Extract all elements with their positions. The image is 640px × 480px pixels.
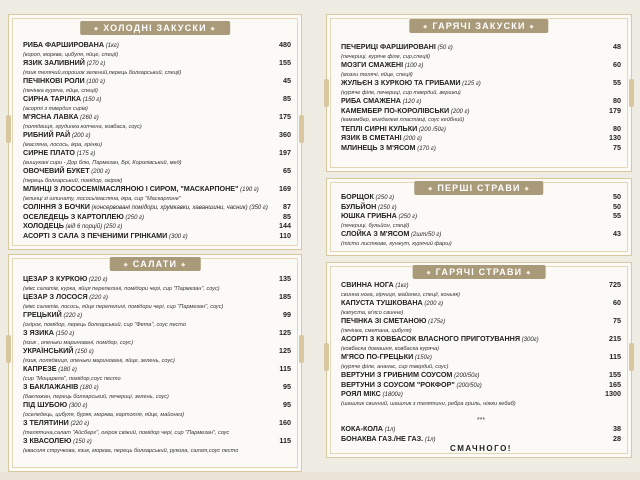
menu-item-name bbox=[23, 311, 291, 321]
menu-item-name bbox=[341, 193, 621, 203]
menu-item-price: 95 bbox=[283, 382, 291, 391]
first-courses-title: ◆ ПЕРШІ СТРАВИ ◆ bbox=[414, 181, 543, 195]
menu-item-description: (ковбаска домашня, ковбаска куряча) bbox=[341, 345, 440, 352]
side-ornament bbox=[299, 115, 304, 143]
side-ornament bbox=[324, 79, 329, 107]
menu-item-title: ЦЕЗАР З ЛОСОСЯ bbox=[23, 292, 88, 301]
menu-item-description: (оселедець, цибуля, буряк, морква, картопля, яйце, майонез) bbox=[23, 411, 185, 418]
menu-item-title: АСОРТІ З КОВБАСОК ВЛАСНОГО ПРИГОТУВАННЯ bbox=[341, 334, 520, 343]
menu-item-weight: (150 г) bbox=[71, 439, 92, 445]
menu-item-description: (короп, морква, цибуля, яйце, спеції) bbox=[23, 51, 119, 58]
menu-item-title: СОЛІННЯ З БОЧКИ bbox=[23, 202, 90, 211]
menu-item-weight: (220 г) bbox=[68, 421, 90, 427]
menu-item-price: 50 bbox=[613, 201, 621, 211]
menu-item-description: (огірок, помідор, перець болгарський, сир "Фета", соус песто bbox=[23, 321, 187, 328]
menu-item-title: М'ЯСНА ЛАВКА bbox=[23, 112, 79, 121]
menu-item-weight: (консервовані помідори, хрумкавки, хаваншини, часник) (350 г) bbox=[89, 205, 268, 211]
separator: *** bbox=[476, 417, 486, 424]
menu-item-title: БУЛЬЙОН bbox=[341, 201, 377, 211]
menu-item-title: М'ЯСО ПО-ГРЕЦЬКИ bbox=[341, 352, 414, 361]
menu-item-title: СИРНА ТАРІЛКА bbox=[23, 94, 82, 103]
menu-item-title: РОЯЛ МІКС bbox=[341, 389, 381, 398]
menu-item bbox=[341, 107, 621, 125]
menu-item-name bbox=[341, 144, 621, 154]
menu-item bbox=[23, 131, 291, 149]
menu-item-price: 110 bbox=[279, 230, 291, 240]
menu-item-name bbox=[23, 293, 291, 303]
menu-item-title: ХОЛОДЕЦЬ bbox=[23, 221, 64, 230]
menu-item bbox=[341, 335, 621, 353]
hot-snacks-panel bbox=[326, 14, 632, 172]
menu-item-title: РИБА СМАЖЕНА bbox=[341, 96, 401, 105]
menu-item-title: З БАКЛАЖАНІВ bbox=[23, 382, 79, 391]
menu-item-weight: (150 г) bbox=[81, 97, 102, 103]
menu-item-price: 60 bbox=[613, 60, 621, 69]
menu-item bbox=[341, 353, 621, 371]
menu-item-weight: (100 г) bbox=[84, 79, 105, 85]
menu-item-name bbox=[23, 419, 291, 429]
side-ornament bbox=[6, 335, 11, 363]
menu-item bbox=[23, 232, 291, 242]
menu-item-weight: (200 г) bbox=[89, 169, 110, 175]
menu-item bbox=[23, 59, 291, 77]
menu-item-weight: (від 6 порцій) (250 г) bbox=[63, 224, 123, 230]
menu-item-weight: (1800г) bbox=[380, 392, 403, 398]
menu-item-name bbox=[23, 329, 291, 339]
menu-item-name bbox=[23, 347, 291, 357]
first-courses-list bbox=[341, 193, 621, 248]
menu-item-title: МОЗГИ СМАЖЕНІ bbox=[341, 60, 404, 69]
menu-item-description: (куряче філе, печериці, сир твердий, вершки) bbox=[341, 89, 461, 96]
menu-item-description: (телятина,салат "Айсберг", огірок свіжий, помідор чері, сир "Пармезан", соус bbox=[23, 429, 230, 436]
menu-item-name bbox=[23, 77, 291, 87]
menu-item-name bbox=[23, 95, 291, 105]
menu-item-name bbox=[23, 185, 291, 195]
menu-item-description: (язик телячий,горошок зелений,перець болгарський, спеції) bbox=[23, 69, 182, 76]
menu-item bbox=[23, 329, 291, 347]
menu-item-description: (квасоля стручкова, язик, морква, перець болгарський, рукола, салат,соус песто bbox=[23, 447, 239, 454]
menu-item-price: 175 bbox=[279, 112, 291, 121]
menu-item-name bbox=[23, 167, 291, 177]
menu-item-weight: (125 г) bbox=[460, 81, 481, 87]
drinks-block bbox=[341, 417, 621, 453]
menu-item-price: 480 bbox=[279, 40, 291, 49]
menu-item-description: (печериці, куряче філе, сир,спеції) bbox=[341, 53, 430, 60]
menu-item-price: 48 bbox=[613, 42, 621, 51]
menu-item-title: З ЯЗИКА bbox=[23, 328, 54, 337]
menu-item-description: (полядвиця, грудинка копчена, ковбаса, соус) bbox=[23, 123, 142, 130]
menu-item-weight: (150 г) bbox=[73, 349, 94, 355]
menu-item-description: (перець болгарський, помідор, огірок) bbox=[23, 177, 123, 184]
menu-item-weight: (220 г) bbox=[61, 313, 83, 319]
menu-item-price: 95 bbox=[283, 400, 291, 409]
menu-item bbox=[23, 41, 291, 59]
menu-item-title: ОСЕЛЕДЕЦЬ З КАРТОПЛЕЮ bbox=[23, 211, 124, 221]
menu-item-name bbox=[341, 79, 621, 89]
menu-item-price: 55 bbox=[613, 211, 621, 220]
cold-snacks-list bbox=[23, 41, 291, 241]
menu-item-weight: (175 г) bbox=[74, 151, 96, 157]
menu-item-weight: (200 г) bbox=[422, 301, 444, 307]
menu-item-title: ГРЕЦЬКИЙ bbox=[23, 310, 62, 319]
salads-panel bbox=[8, 254, 302, 472]
menu-item-price: 135 bbox=[279, 274, 291, 283]
menu-item-price: 1300 bbox=[605, 389, 621, 398]
menu-item-price: 115 bbox=[279, 364, 291, 373]
menu-item-title: ВЕРТУНИ З СОУСОМ "РОКФОР" bbox=[341, 379, 455, 389]
menu-item bbox=[23, 113, 291, 131]
menu-item-title: ПІД ШУБОЮ bbox=[23, 400, 68, 409]
menu-item-description: (мозги телячі, яйце, спеції) bbox=[341, 71, 413, 78]
menu-item-name bbox=[341, 299, 621, 309]
menu-item-title: З ТЕЛЯТИНИ bbox=[23, 418, 69, 427]
menu-item-weight: (150г) bbox=[413, 355, 432, 361]
menu-item-weight: (2шт/50 г) bbox=[409, 232, 442, 238]
menu-item-name bbox=[341, 107, 621, 117]
menu-item-title: З КВАСОЛЕЮ bbox=[23, 436, 72, 445]
menu-item-name bbox=[341, 381, 621, 391]
menu-item-weight: (200/50г) bbox=[454, 382, 482, 389]
bottom-border bbox=[0, 472, 640, 480]
menu-item-description: (куряче філе, ананас, сир твердий, соус) bbox=[341, 363, 449, 370]
menu-item bbox=[341, 43, 621, 61]
menu-item-title: ЮШКА ГРИБНА bbox=[341, 211, 397, 220]
menu-item bbox=[23, 383, 291, 401]
hot-snacks-list bbox=[341, 43, 621, 153]
menu-item-name bbox=[23, 131, 291, 141]
menu-item-description: (язик , опеньки мариновані, помідор, соус) bbox=[23, 339, 134, 346]
menu-item-description: (капуста, м'ясо свинне) bbox=[341, 309, 404, 316]
menu-item-weight: (270 г) bbox=[84, 61, 106, 67]
menu-item-title: КАПРЕЗЕ bbox=[23, 364, 57, 373]
menu-item-name bbox=[23, 437, 291, 447]
menu-item-description: свинна нога, гірчиця, майонез, спеції, коньяк) bbox=[341, 291, 460, 298]
menu-item-weight: (200 г) bbox=[70, 133, 91, 139]
menu-item bbox=[341, 144, 621, 154]
menu-item-name bbox=[341, 435, 621, 445]
menu-item-title: ТЕПЛІ СИРНІ КУЛЬКИ bbox=[341, 123, 418, 133]
menu-item bbox=[341, 61, 621, 79]
menu-item-weight: (50 г) bbox=[435, 45, 453, 51]
menu-item-title: КАПУСТА ТУШКОВАНА bbox=[341, 298, 423, 307]
menu-item bbox=[23, 293, 291, 311]
menu-item-weight: (260 г) bbox=[78, 115, 99, 121]
menu-item-price: 28 bbox=[613, 433, 621, 443]
menu-item-price: 43 bbox=[613, 229, 621, 238]
menu-item bbox=[23, 95, 291, 113]
menu-item-description: (сир "Моцарела", помідор,соус песто bbox=[23, 375, 121, 382]
menu-item-description: (печінка, сметана, цибуля) bbox=[341, 327, 412, 334]
menu-item-weight: (1л) bbox=[423, 436, 436, 443]
menu-item-description: (асорті з твердих сирів) bbox=[23, 105, 88, 112]
menu-item-weight: (200 /50г) bbox=[417, 126, 446, 133]
menu-item-price: 215 bbox=[609, 334, 621, 343]
menu-item-description: (мікс салатів, лосось, яйце перепелині, помідори чері, сир "Пармезан", соус) bbox=[23, 303, 224, 310]
side-ornament bbox=[629, 79, 634, 107]
menu-item-weight: (200 г) bbox=[401, 136, 422, 142]
menu-item-title: БОРЩОК bbox=[341, 192, 374, 201]
menu-item bbox=[341, 381, 621, 391]
menu-item bbox=[341, 193, 621, 203]
menu-item-name bbox=[23, 401, 291, 411]
menu-item-weight: (250 г) bbox=[373, 195, 395, 201]
menu-item-description: (тісто листкове, кунжут, курячий фарш) bbox=[341, 240, 452, 247]
menu-item-name bbox=[23, 365, 291, 375]
menu-item-weight: (250 г) bbox=[376, 204, 397, 211]
menu-item-weight: (200/50г) bbox=[452, 373, 480, 379]
hot-mains-list bbox=[341, 281, 621, 408]
menu-item-price: 125 bbox=[279, 328, 291, 337]
menu-item-weight: (1кг) bbox=[104, 43, 119, 49]
menu-item-price: 45 bbox=[283, 76, 291, 85]
menu-item bbox=[341, 299, 621, 317]
menu-item-price: 165 bbox=[609, 379, 621, 389]
menu-item-name bbox=[341, 281, 621, 291]
menu-item-description: (масляна, лосось, ікра, грінки) bbox=[23, 141, 103, 148]
menu-item-weight: (250 г) bbox=[396, 214, 418, 220]
menu-item bbox=[23, 347, 291, 365]
menu-item-price: 75 bbox=[613, 142, 621, 152]
menu-item-weight: (190 г) bbox=[238, 187, 259, 193]
menu-item-price: 144 bbox=[279, 221, 291, 230]
menu-item bbox=[23, 275, 291, 293]
menu-item-description: (баклажан, перець болгарський, печериці, зелень, соус) bbox=[23, 393, 169, 400]
menu-item-description: (печериці, бульйон, спеції) bbox=[341, 222, 410, 229]
menu-item-weight: (300 г) bbox=[67, 403, 88, 409]
menu-item-title: ОВОЧЕВИЙ БУКЕТ bbox=[23, 166, 90, 175]
salads-title: ◆ САЛАТИ ◆ bbox=[110, 257, 201, 271]
menu-item-weight: (180 г) bbox=[78, 385, 99, 391]
menu-item-description: (млинці зі шпинату, лосось/масляна, ікра, сир "Маскарпоне" bbox=[23, 195, 181, 202]
menu-item-title: СЛОЙКА З М'ЯСОМ bbox=[341, 229, 410, 238]
menu-item-price: 55 bbox=[613, 78, 621, 87]
menu-item-price: 115 bbox=[609, 352, 621, 361]
menu-item-name bbox=[23, 59, 291, 69]
menu-item-description: (шашлик свинний, шашлик з телятини, ребра гриль, ніжки кебаб) bbox=[341, 400, 516, 407]
menu-item-price: 85 bbox=[283, 94, 291, 103]
menu-item-name bbox=[23, 232, 291, 242]
menu-item-weight: (300г) bbox=[520, 337, 539, 343]
side-ornament bbox=[299, 335, 304, 363]
menu-item-title: СВИННА НОГА bbox=[341, 280, 394, 289]
menu-item-title: АСОРТІ З САЛА З ПЕЧЕНИМИ ГРІНКАМИ bbox=[23, 230, 168, 240]
menu-item-price: 80 bbox=[613, 123, 621, 133]
menu-item bbox=[23, 401, 291, 419]
menu-item-weight: (250 г) bbox=[123, 214, 145, 221]
menu-item-price: 38 bbox=[613, 424, 621, 433]
menu-item bbox=[23, 365, 291, 383]
menu-item-description: (камамбер, мигдалеві пластівці, соус кейбний) bbox=[341, 117, 465, 123]
menu-item bbox=[341, 79, 621, 97]
menu-item-price: 50 bbox=[613, 192, 621, 201]
menu-item-title: ПЕЧІНКОВІ РОЛИ bbox=[23, 76, 85, 85]
menu-item-weight: (1кг) bbox=[393, 283, 409, 289]
menu-item-description: (печінка куряча, яйце, спеції) bbox=[23, 87, 98, 94]
menu-item-price: 169 bbox=[279, 184, 291, 193]
first-courses-panel bbox=[326, 178, 632, 256]
menu-item-name bbox=[341, 230, 621, 240]
menu-item-title: ПЕЧЕРИЦІ ФАРШИРОВАНІ bbox=[341, 42, 436, 51]
menu-item bbox=[23, 77, 291, 95]
menu-item-name bbox=[23, 383, 291, 393]
menu-item bbox=[341, 435, 621, 445]
menu-item-description: (мікс салатів, курка, яйця перепелині, помідори чері, сир "Пармезан", соус) bbox=[23, 285, 220, 292]
cold-snacks-title: ◆ ХОЛОДНІ ЗАКУСКИ ◆ bbox=[80, 21, 230, 35]
menu-item-title: КОКА-КОЛА bbox=[341, 424, 383, 433]
menu-item-weight: (150 г) bbox=[53, 331, 75, 337]
hot-snacks-title: ◆ ГАРЯЧІ ЗАКУСКИ ◆ bbox=[409, 19, 548, 33]
menu-item bbox=[341, 390, 621, 408]
menu-item bbox=[341, 212, 621, 230]
menu-item bbox=[23, 419, 291, 437]
menu-item-title: УКРАЇНСЬКИЙ bbox=[23, 346, 74, 355]
menu-item-weight: (200 г) bbox=[449, 108, 470, 115]
menu-item-name bbox=[341, 390, 621, 400]
menu-item bbox=[23, 149, 291, 167]
menu-item-name bbox=[23, 41, 291, 51]
menu-item-price: 130 bbox=[609, 133, 621, 142]
menu-item-price: 60 bbox=[613, 298, 621, 307]
menu-item-price: 360 bbox=[279, 130, 291, 139]
menu-item-weight: (100 г) bbox=[403, 63, 424, 69]
side-ornament bbox=[324, 343, 329, 371]
menu-item-price: 65 bbox=[283, 166, 291, 175]
menu-item-price: 115 bbox=[279, 436, 291, 445]
menu-item-weight: (300 г) bbox=[167, 233, 188, 240]
menu-item-name bbox=[23, 113, 291, 123]
side-ornament bbox=[6, 115, 11, 143]
menu-item-price: 185 bbox=[279, 292, 291, 301]
cold-snacks-panel bbox=[8, 14, 302, 250]
menu-item-price: 160 bbox=[279, 418, 291, 427]
menu-item bbox=[341, 230, 621, 248]
menu-item bbox=[23, 185, 291, 203]
menu-item-price: 155 bbox=[279, 58, 291, 67]
menu-item-name bbox=[341, 43, 621, 53]
menu-item-price: 197 bbox=[279, 148, 291, 157]
menu-item-price: 179 bbox=[609, 105, 621, 115]
menu-item-weight: (220 г) bbox=[87, 277, 108, 283]
drinks-list bbox=[341, 425, 621, 444]
menu-item-name bbox=[23, 149, 291, 159]
menu-item-title: МЛИНЕЦЬ З М'ЯСОМ bbox=[341, 142, 416, 152]
menu-item-title: ПЕЧІНКА ЗІ СМЕТАНОЮ bbox=[341, 316, 427, 325]
menu-item-price: 75 bbox=[613, 316, 621, 325]
menu-item-title: БОНАКВА ГАЗ./НЕ ГАЗ. bbox=[341, 433, 424, 443]
menu-item-description: (вишукані сири - Дор блю, Пармезан, Брі, Королівський, мед) bbox=[23, 159, 182, 166]
menu-item-weight: (1л) bbox=[382, 427, 396, 433]
menu-item-title: ВЕРТУНИ З ГРИБНИМ СОУСОМ bbox=[341, 370, 453, 379]
menu-item bbox=[23, 167, 291, 185]
menu-item-name bbox=[341, 61, 621, 71]
menu-item-name bbox=[341, 317, 621, 327]
menu-item-weight: (180 г) bbox=[56, 367, 77, 373]
menu-item-name bbox=[341, 353, 621, 363]
menu-item-title: ЦЕЗАР З КУРКОЮ bbox=[23, 274, 88, 283]
menu-item-price: 99 bbox=[283, 310, 291, 319]
menu-item bbox=[341, 281, 621, 299]
menu-item-price: 87 bbox=[283, 202, 291, 211]
menu-item-title: РИБНИЙ РАЙ bbox=[23, 130, 71, 139]
menu-item-price: 85 bbox=[283, 211, 291, 221]
menu-item-name bbox=[23, 275, 291, 285]
menu-item-title: РИБА ФАРШИРОВАНА bbox=[23, 40, 105, 49]
menu-item-title: ЯЗИК В СМЕТАНІ bbox=[341, 133, 402, 142]
menu-item bbox=[341, 317, 621, 335]
menu-item-name bbox=[341, 212, 621, 222]
thanks-text: СМАЧНОГО! bbox=[450, 444, 512, 453]
hot-mains-title: ◆ ГАРЯЧІ СТРАВИ ◆ bbox=[413, 265, 546, 279]
menu-item-title: ЯЗИК ЗАЛИВНИЙ bbox=[23, 58, 85, 67]
menu-item-title: ЖУЛЬЄН З КУРКОЮ ТА ГРИБАМИ bbox=[341, 78, 461, 87]
menu-item-price: 125 bbox=[279, 346, 291, 355]
menu-item-title: МЛИНЦІ З ЛОСОСЕМ/МАСЛЯНОЮ І СИРОМ, "МАСКАРПОНЕ" bbox=[23, 184, 239, 193]
menu-item-price: 725 bbox=[609, 280, 621, 289]
salads-list bbox=[23, 275, 291, 455]
menu-item-title: КАМЕМБЕР ПО-КОРОЛІВСЬКИ bbox=[341, 105, 450, 115]
menu-item-weight: (170 г) bbox=[415, 145, 436, 152]
menu-item bbox=[23, 311, 291, 329]
menu-item-price: 155 bbox=[609, 370, 621, 379]
side-ornament bbox=[629, 343, 634, 371]
menu-item-name bbox=[341, 335, 621, 345]
menu-item bbox=[23, 437, 291, 455]
hot-mains-panel bbox=[326, 262, 632, 458]
menu-item-title: СИРНЕ ПЛАТО bbox=[23, 148, 75, 157]
menu-item-weight: (175г) bbox=[426, 319, 446, 325]
menu-item-description: (язик, полядвиця, опеньки мариновані, яйце, зелень, соус) bbox=[23, 357, 175, 364]
menu-item-weight: (220 г) bbox=[87, 295, 108, 301]
menu-item-price: 80 bbox=[613, 96, 621, 105]
menu-item-weight: (120 г) bbox=[400, 99, 422, 105]
